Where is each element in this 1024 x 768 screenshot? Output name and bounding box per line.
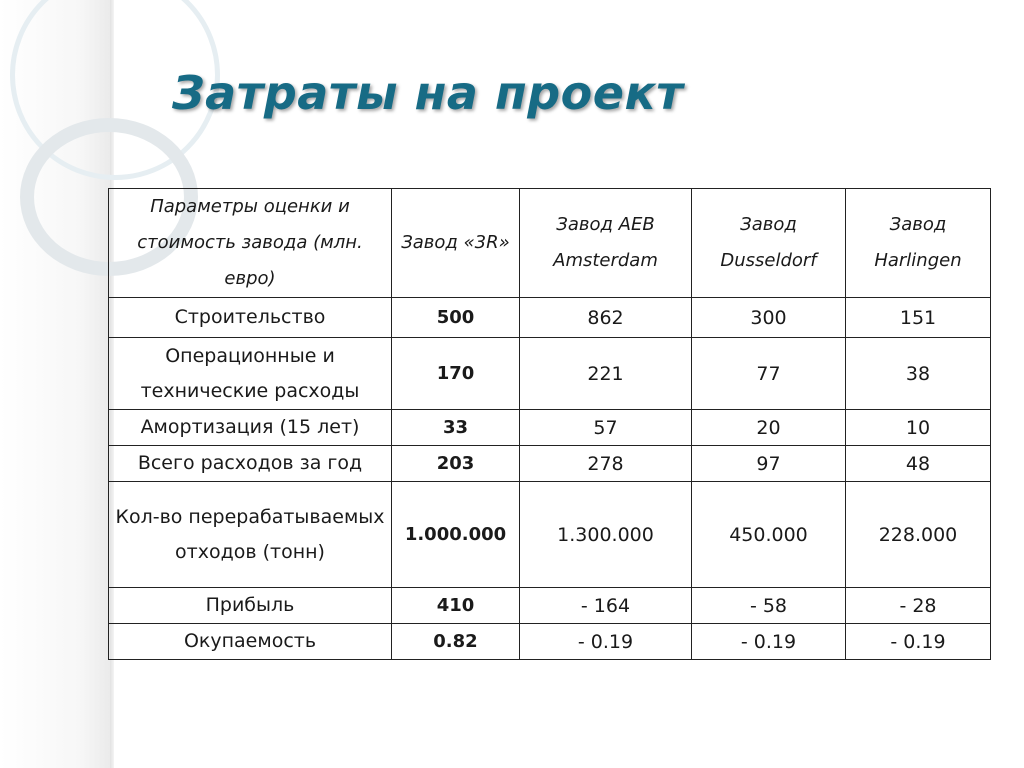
table-header-row (109, 189, 991, 298)
cell-amsterdam: 57 (520, 410, 692, 446)
header-plant-dusseldorf: Завод Dusseldorf (692, 189, 846, 298)
cell-harlingen: 38 (846, 338, 991, 410)
row-label: Прибыль (109, 588, 392, 624)
row-label: Строительство (109, 298, 392, 338)
cell-harlingen: - 28 (846, 588, 991, 624)
cell-3r: 33 (392, 410, 520, 446)
row-label: Всего расходов за год (109, 446, 392, 482)
row-label: Кол-во перерабатываемых отходов (тонн) (109, 482, 392, 588)
cell-3r: 203 (392, 446, 520, 482)
header-plant-3r: Завод «3R» (392, 189, 520, 298)
cell-dusseldorf: 300 (692, 298, 846, 338)
header-plant-harlingen: Завод Harlingen (846, 189, 991, 298)
cell-dusseldorf: 97 (692, 446, 846, 482)
cell-harlingen: 48 (846, 446, 991, 482)
cell-amsterdam: 1.300.000 (520, 482, 692, 588)
table-row (109, 482, 991, 588)
cell-3r: 1.000.000 (392, 482, 520, 588)
table-row (109, 588, 991, 624)
cell-amsterdam: - 164 (520, 588, 692, 624)
cell-harlingen: - 0.19 (846, 624, 991, 660)
cell-3r: 170 (392, 338, 520, 410)
row-label: Операционные и технические расходы (109, 338, 392, 410)
cell-dusseldorf: - 0.19 (692, 624, 846, 660)
cell-amsterdam: - 0.19 (520, 624, 692, 660)
row-label: Амортизация (15 лет) (109, 410, 392, 446)
cell-dusseldorf: 20 (692, 410, 846, 446)
table-row (109, 298, 991, 338)
cell-3r: 410 (392, 588, 520, 624)
cell-3r: 0.82 (392, 624, 520, 660)
header-parameters: Параметры оценки и стоимость завода (млн. евро) (109, 189, 392, 298)
cell-amsterdam: 278 (520, 446, 692, 482)
cell-harlingen: 151 (846, 298, 991, 338)
header-plant-aeb-amsterdam: Завод AEB Amsterdam (520, 189, 692, 298)
cell-amsterdam: 862 (520, 298, 692, 338)
cell-dusseldorf: - 58 (692, 588, 846, 624)
cell-3r: 500 (392, 298, 520, 338)
row-label: Окупаемость (109, 624, 392, 660)
table-row (109, 338, 991, 410)
cell-dusseldorf: 77 (692, 338, 846, 410)
cost-comparison-table (108, 188, 991, 660)
cell-amsterdam: 221 (520, 338, 692, 410)
cell-harlingen: 10 (846, 410, 991, 446)
table-row (109, 446, 991, 482)
cell-dusseldorf: 450.000 (692, 482, 846, 588)
table-row (109, 410, 991, 446)
slide-title: Затраты на проект (172, 66, 684, 120)
table-row (109, 624, 991, 660)
cell-harlingen: 228.000 (846, 482, 991, 588)
